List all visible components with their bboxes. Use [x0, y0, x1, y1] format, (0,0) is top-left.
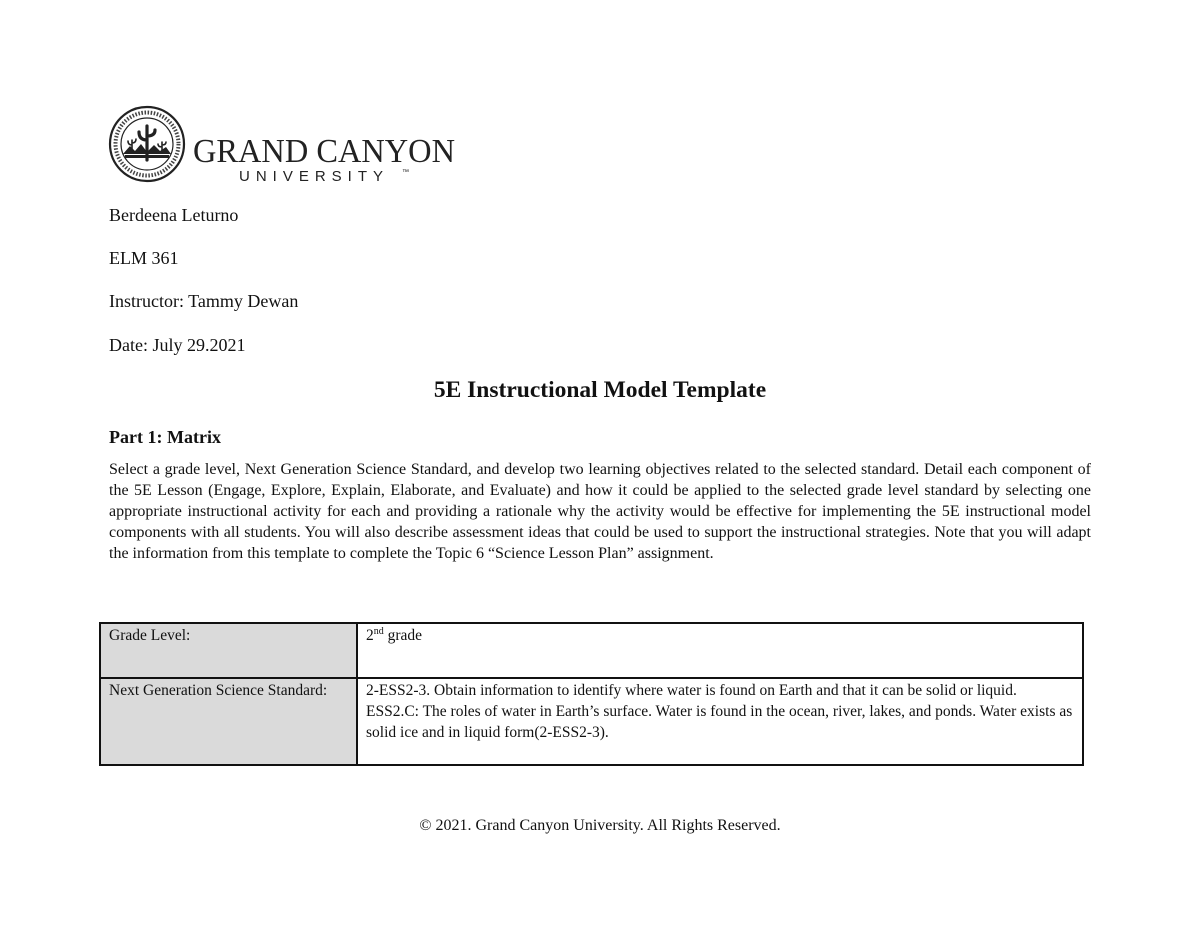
logo-trademark: ™ [402, 169, 409, 176]
document-title: 5E Instructional Model Template [433, 377, 767, 403]
table-row [100, 623, 1083, 678]
university-seal-icon [110, 107, 184, 181]
standard-label: Next Generation Science Standard: [100, 678, 357, 765]
logo-name-line1: GRAND CANYON [193, 133, 455, 170]
grade-number: 2 [366, 627, 374, 644]
grade-level-value [357, 623, 1083, 678]
course-code: ELM 361 [109, 248, 179, 268]
standard-value [357, 678, 1083, 765]
assignment-date: Date: July 29.2021 [109, 335, 246, 355]
logo-name-line2: UNIVERSITY [239, 168, 390, 185]
copyright-footer: © 2021. Grand Canyon University. All Rights Reserved. [419, 817, 781, 834]
standard-line-2: ESS2.C: The roles of water in Earth’s surface. Water is found in the ocean, river, lakes, and ponds. Water exists as solid ice and in liquid form(2-ESS2-3). [366, 703, 1073, 741]
standard-line-1: 2-ESS2-3. Obtain information to identify where water is found on Earth and that it can be solid or liquid. [366, 682, 1017, 699]
grade-suffix: nd [373, 625, 384, 637]
matrix-table [99, 622, 1084, 766]
instructor-name: Instructor: Tammy Dewan [109, 291, 299, 311]
university-logo [108, 104, 458, 186]
part-heading: Part 1: Matrix [109, 427, 221, 447]
grade-level-label: Grade Level: [100, 623, 357, 678]
gcu-logo-graphic [108, 104, 458, 186]
table-row [100, 678, 1083, 765]
grade-word: grade [383, 627, 423, 644]
instructions-paragraph: Select a grade level, Next Generation Science Standard, and develop two learning objectives related to the selected standard. Detail each component of the 5E Lesson (Engage, Explore, Explain, Elaborate, and Evaluate) and how it could be applied to the selected grade level standard by selecting one appropriate instructional activity for each and providing a rationale why the activity would be effective for implementing the 5E instructional model components with all students. You will also describe assessment ideas that could be used to support the instructional strategies. Note that you will adapt the information from this template to complete the Topic 6 “Science Lesson Plan” assignment. [109, 461, 1091, 562]
student-name: Berdeena Leturno [109, 205, 239, 225]
